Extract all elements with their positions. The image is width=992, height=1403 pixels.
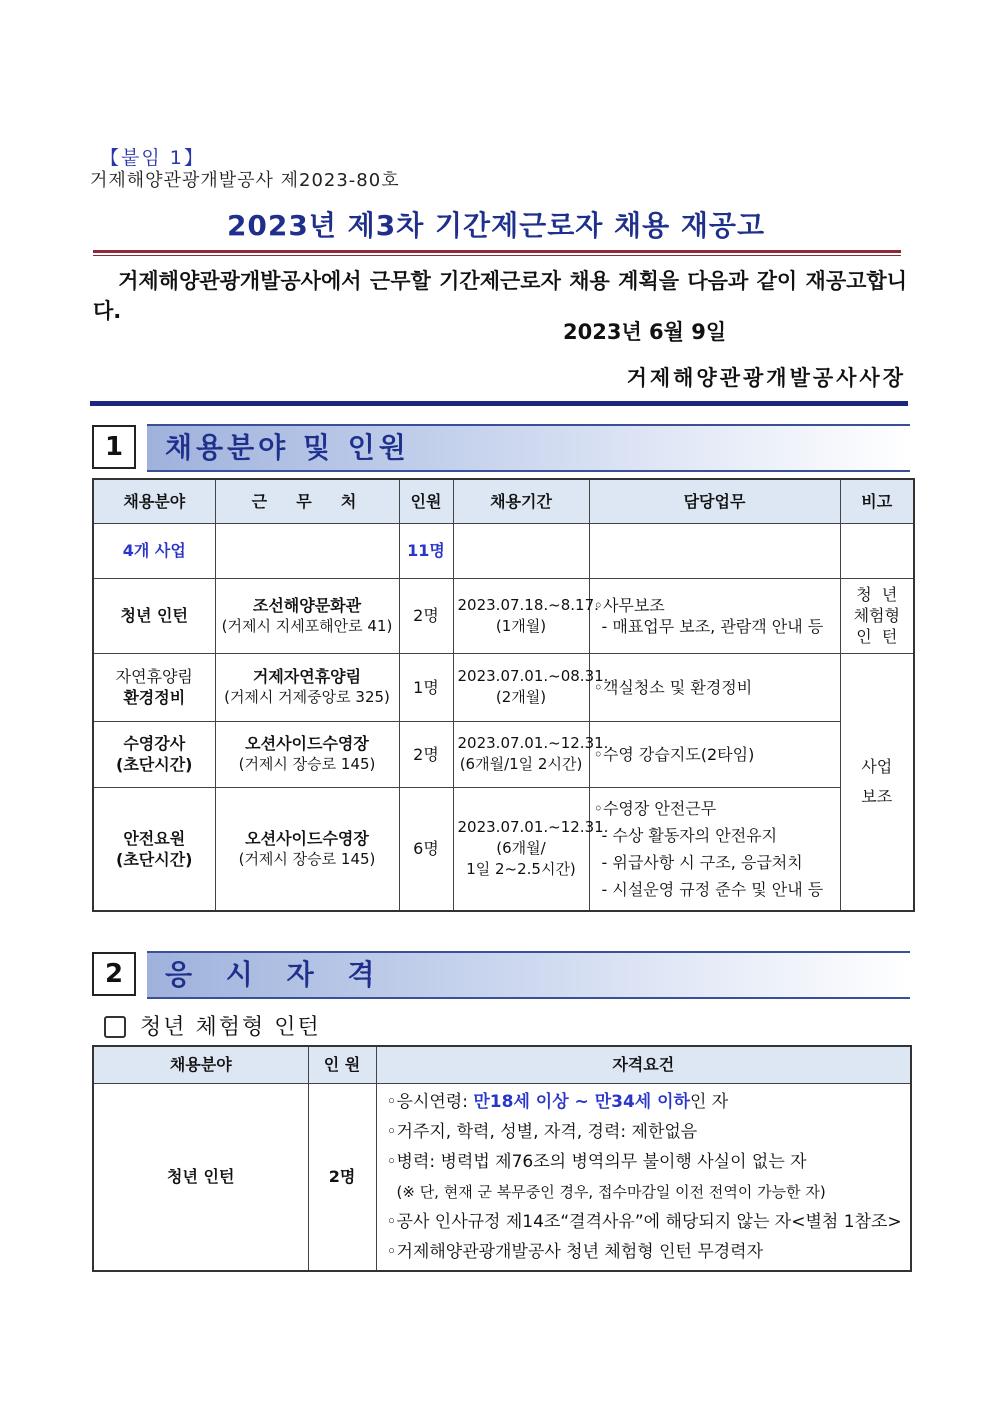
duty-sub: - 수상 활동자의 안전유지 bbox=[601, 825, 778, 845]
table-row bbox=[93, 653, 914, 721]
summary-field: 4개 사업 bbox=[93, 523, 215, 578]
table-header-row bbox=[93, 479, 914, 523]
period-hours: 1일 2~2.5시간) bbox=[466, 860, 576, 879]
note-line: 보조 bbox=[861, 786, 893, 806]
period-length: (6개월/ bbox=[496, 839, 546, 858]
summary-row bbox=[93, 523, 914, 578]
checkbox-icon bbox=[104, 1016, 126, 1038]
section-title: 응 시 자 격 bbox=[165, 958, 387, 991]
place-address: (거제시 지세포해안로 41) bbox=[221, 616, 393, 635]
place-cell bbox=[215, 653, 399, 721]
duty-main: ◦사무보조 bbox=[593, 595, 665, 615]
period-cell bbox=[453, 653, 609, 721]
note-line: 청 년 bbox=[856, 585, 898, 604]
duty-cell bbox=[589, 578, 840, 653]
duty-cell bbox=[589, 653, 840, 721]
document-number: 거제해양관광개발공사 제2023-80호 bbox=[90, 170, 400, 191]
duty-cell bbox=[589, 787, 840, 911]
intro-text: 거제해양관광개발공사에서 근무할 기간제근로자 채용 계획을 다음과 같이 재공고합니다. bbox=[93, 269, 907, 323]
table-row bbox=[93, 721, 914, 787]
col-header: 인원 bbox=[399, 479, 453, 523]
period-length: (1개월) bbox=[495, 616, 547, 635]
table-row bbox=[93, 578, 914, 653]
period-range: 2023.07.01.~08.31. bbox=[457, 667, 609, 685]
notice-date: 2023년 6월 9일 bbox=[563, 320, 727, 344]
section-title: 채용분야 및 인원 bbox=[165, 431, 410, 464]
place-name: 오션사이드수영장 bbox=[245, 734, 369, 753]
title-divider-thin bbox=[93, 255, 901, 256]
place-name: 거제자연휴양림 bbox=[252, 667, 362, 686]
title-divider bbox=[93, 250, 901, 253]
table-row bbox=[93, 1083, 911, 1271]
note-line: 체험형 bbox=[853, 606, 900, 625]
req-age-range: 만18세 이상 ~ 만34세 이하 bbox=[473, 1091, 690, 1112]
count-cell: 1명 bbox=[399, 653, 453, 721]
period-length: (2개월) bbox=[495, 688, 547, 706]
field-name: 안전요원 bbox=[123, 828, 186, 848]
place-cell bbox=[215, 721, 399, 787]
col-header: 비고 bbox=[840, 479, 914, 523]
field-subname: (초단시간) bbox=[116, 755, 193, 774]
place-name: 조선해양문화관 bbox=[252, 595, 362, 615]
requirement-note: (※ 단, 현재 군 복무중인 경우, 접수마감일 이전 전역이 가능한 자) bbox=[396, 1182, 826, 1201]
qualification-table bbox=[92, 1045, 912, 1272]
field-cell bbox=[93, 578, 215, 653]
summary-count: 11명 bbox=[399, 523, 453, 578]
page-title: 2023년 제3차 기간제근로자 채용 재공고 bbox=[226, 209, 766, 242]
requirement-item: ◦병력: 병력법 제76조의 병역의무 불이행 사실이 없는 자 bbox=[386, 1151, 807, 1172]
duty-main: ◦수영장 안전근무 bbox=[593, 798, 717, 818]
empty-cell bbox=[589, 523, 840, 578]
signer: 거제해양관광개발공사사장 bbox=[626, 366, 906, 390]
count-cell: 2명 bbox=[399, 578, 453, 653]
place-address: (거제시 거제중앙로 325) bbox=[224, 688, 390, 706]
table-row bbox=[93, 787, 914, 911]
empty-cell bbox=[840, 523, 914, 578]
table-header-row bbox=[93, 1046, 911, 1083]
duty-sub: - 위급사항 시 구조, 응급처치 bbox=[601, 852, 803, 872]
duty-sub: - 시설운영 규정 준수 및 안내 등 bbox=[601, 879, 824, 899]
field-name: 자연휴양림 bbox=[115, 667, 193, 686]
field-name: 청년 인턴 bbox=[120, 606, 188, 625]
empty-cell bbox=[215, 523, 399, 578]
field-subname: 환경정비 bbox=[123, 688, 186, 707]
field-subname: (초단시간) bbox=[116, 849, 193, 869]
period-range: 2023.07.01.~12.31. bbox=[457, 818, 609, 837]
requirement-age bbox=[387, 1087, 907, 1117]
intro-paragraph bbox=[93, 266, 907, 326]
col-header: 채용분야 bbox=[93, 479, 215, 523]
col-header: 인 원 bbox=[308, 1046, 376, 1083]
duty-main: ◦수영 강습지도(2타임) bbox=[593, 744, 755, 764]
duty-cell bbox=[589, 721, 840, 787]
col-header: 자격요건 bbox=[376, 1046, 911, 1083]
section-number: 2 bbox=[92, 952, 136, 996]
place-address: (거제시 장승로 145) bbox=[238, 755, 376, 773]
place-address: (거제시 장승로 145) bbox=[238, 849, 376, 868]
period-range: 2023.07.18.~8.17. bbox=[457, 595, 599, 614]
period-length: (6개월/1일 2시간) bbox=[459, 755, 583, 773]
count-cell: 2명 bbox=[308, 1083, 376, 1271]
col-header: 채용기간 bbox=[453, 479, 589, 523]
field-cell bbox=[93, 653, 215, 721]
req-age-suffix: 인 자 bbox=[689, 1091, 729, 1112]
col-header: 담당업무 bbox=[589, 479, 840, 523]
requirement-item: ◦거제해양관광개발공사 청년 체험형 인턴 무경력자 bbox=[386, 1241, 764, 1262]
count-cell: 6명 bbox=[399, 787, 453, 911]
recruitment-table bbox=[92, 478, 915, 912]
period-cell bbox=[453, 578, 599, 653]
period-cell bbox=[453, 787, 609, 911]
col-header: 근 무 처 bbox=[215, 479, 399, 523]
header-divider bbox=[90, 401, 908, 406]
requirements-cell bbox=[376, 1083, 911, 1271]
section-heading-bar bbox=[147, 424, 910, 472]
count-cell: 2명 bbox=[399, 721, 453, 787]
place-cell bbox=[215, 578, 399, 653]
empty-cell bbox=[453, 523, 589, 578]
note-line: 인 턴 bbox=[856, 627, 898, 646]
requirement-item: ◦거주지, 학력, 성별, 자격, 경력: 제한없음 bbox=[386, 1121, 698, 1142]
duty-sub: - 매표업무 보조, 관람객 안내 등 bbox=[601, 616, 824, 636]
requirement-item: ◦공사 인사규정 제14조“결격사유”에 해당되지 않는 자<별첨 1참조> bbox=[386, 1211, 902, 1232]
shared-note-cell bbox=[840, 653, 914, 911]
section-heading-bar bbox=[147, 951, 910, 999]
duty-main: ◦객실청소 및 환경정비 bbox=[593, 677, 753, 697]
period-cell bbox=[453, 721, 609, 787]
period-range: 2023.07.01.~12.31. bbox=[457, 734, 609, 752]
place-cell bbox=[215, 787, 399, 911]
field-cell: 청년 인턴 bbox=[93, 1083, 308, 1271]
place-name: 오션사이드수영장 bbox=[245, 828, 369, 848]
note-cell bbox=[840, 578, 914, 653]
col-header: 채용분야 bbox=[93, 1046, 308, 1083]
req-age-prefix: ◦응시연령: bbox=[386, 1091, 474, 1112]
field-name: 수영강사 bbox=[123, 734, 186, 753]
attachment-label: 【붙임 1】 bbox=[100, 147, 205, 169]
category-label: 청년 체험형 인턴 bbox=[140, 1015, 321, 1040]
section-number: 1 bbox=[92, 425, 136, 469]
field-cell bbox=[93, 787, 215, 911]
field-cell bbox=[93, 721, 215, 787]
note-line: 사업 bbox=[861, 756, 893, 776]
